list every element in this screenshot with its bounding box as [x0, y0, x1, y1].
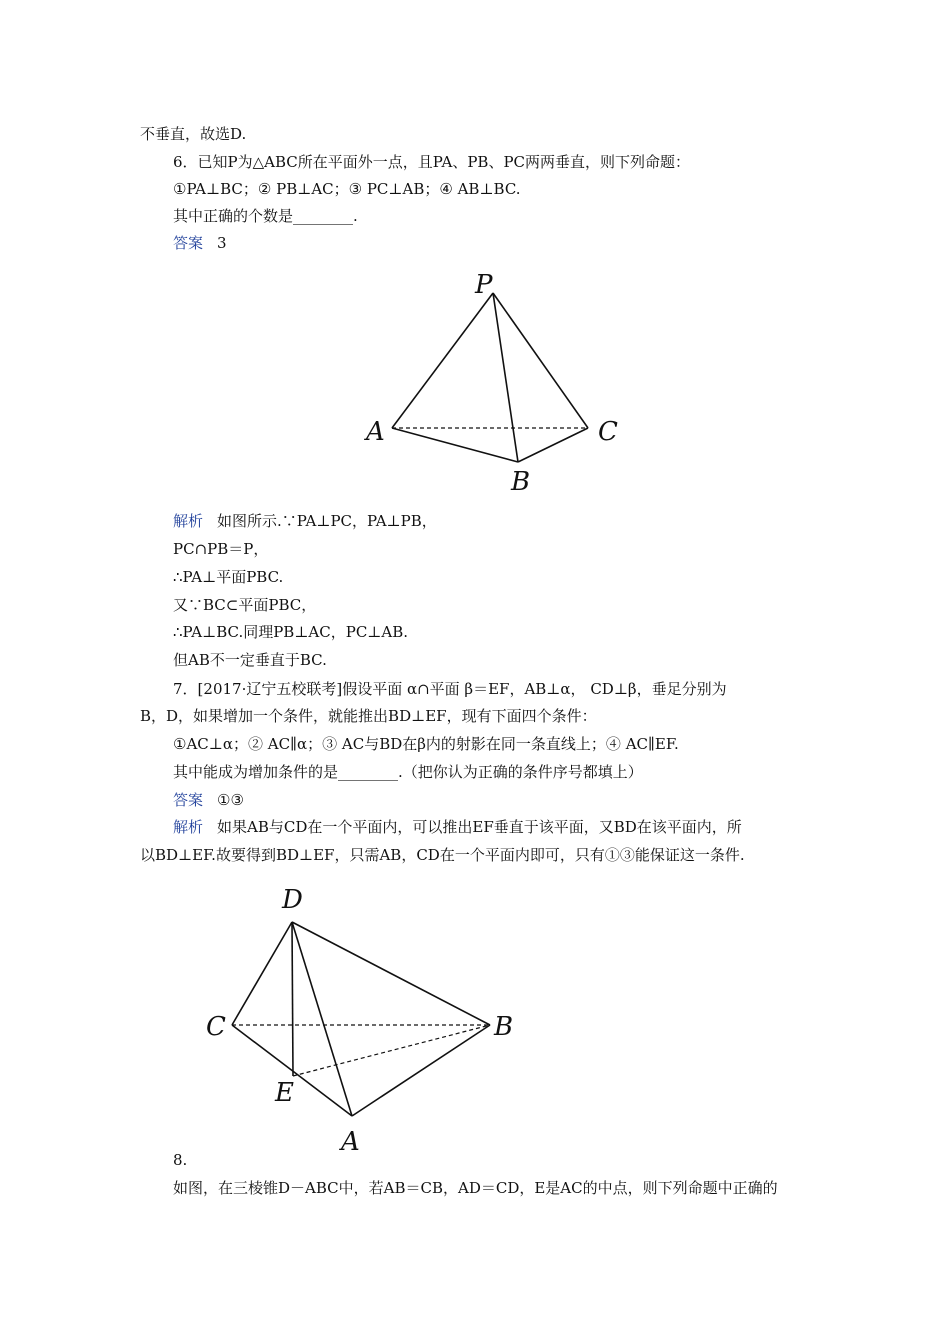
answer-value: 3: [217, 234, 227, 252]
answer-label: 答案: [173, 234, 204, 252]
question-8-number: 8.: [173, 1151, 188, 1169]
figure-tetrahedron-dabc: [190, 870, 530, 1160]
question-6-options: ①PA⊥BC；② PB⊥AC；③ PC⊥AB；④ AB⊥BC.: [173, 180, 521, 198]
analysis-label: 解析: [173, 512, 204, 530]
text-line: 但AB不一定垂直于BC.: [173, 651, 327, 669]
label-B: B: [494, 1012, 514, 1042]
label-B: B: [511, 467, 531, 497]
answer-7: [173, 790, 244, 810]
label-A: A: [366, 417, 385, 447]
analysis-7: [173, 817, 742, 837]
label-P: P: [475, 270, 493, 300]
question-6-prompt: 其中正确的个数是________.: [173, 207, 358, 225]
question-7-cont: B，D，如果增加一个条件，就能推出BD⊥EF，现有下面四个条件：: [140, 707, 597, 725]
analysis-text: 如图所示.∵PA⊥PC，PA⊥PB，: [217, 512, 437, 530]
figure-tetrahedron-pabc: [355, 262, 630, 502]
analysis-text: 如果AB与CD在一个平面内，可以推出EF垂直于该平面，又BD在该平面内，所: [217, 818, 742, 836]
analysis-label: 解析: [173, 818, 204, 836]
question-7-prompt: 其中能成为增加条件的是________.（把你认为正确的条件序号都填上）: [173, 763, 643, 781]
analysis-6: [173, 511, 437, 531]
question-7-options: ①AC⊥α；② AC∥α；③ AC与BD在β内的射影在同一条直线上；④ AC∥EF.: [173, 735, 679, 753]
text-line: ∴PA⊥平面PBC.: [173, 568, 284, 586]
label-C: C: [206, 1012, 226, 1042]
text-line: PC∩PB＝P，: [173, 540, 269, 558]
answer-6: [173, 233, 227, 253]
text-line: 又∵BC⊂平面PBC，: [173, 596, 317, 614]
question-7: 7．[2017·辽宁五校联考]假设平面 α∩平面 β＝EF，AB⊥α， CD⊥β，垂足分别为: [173, 680, 727, 698]
analysis-7-cont: 以BD⊥EF.故要得到BD⊥EF，只需AB，CD在一个平面内即可，只有①③能保证这一条件.: [140, 846, 745, 864]
question-6: 6．已知P为△ABC所在平面外一点，且PA、PB、PC两两垂直，则下列命题：: [173, 153, 691, 171]
label-D: D: [282, 885, 303, 915]
question-8: 如图，在三棱锥D－ABC中，若AB＝CB，AD＝CD，E是AC的中点，则下列命题中正确的: [173, 1179, 778, 1197]
label-E: E: [275, 1078, 294, 1108]
answer-value: ①③: [217, 791, 244, 809]
text-line: ∴PA⊥BC.同理PB⊥AC，PC⊥AB.: [173, 623, 409, 641]
label-A: A: [341, 1127, 360, 1157]
label-C: C: [598, 417, 618, 447]
text-line: 不垂直，故选D.: [140, 125, 247, 143]
answer-label: 答案: [173, 791, 204, 809]
